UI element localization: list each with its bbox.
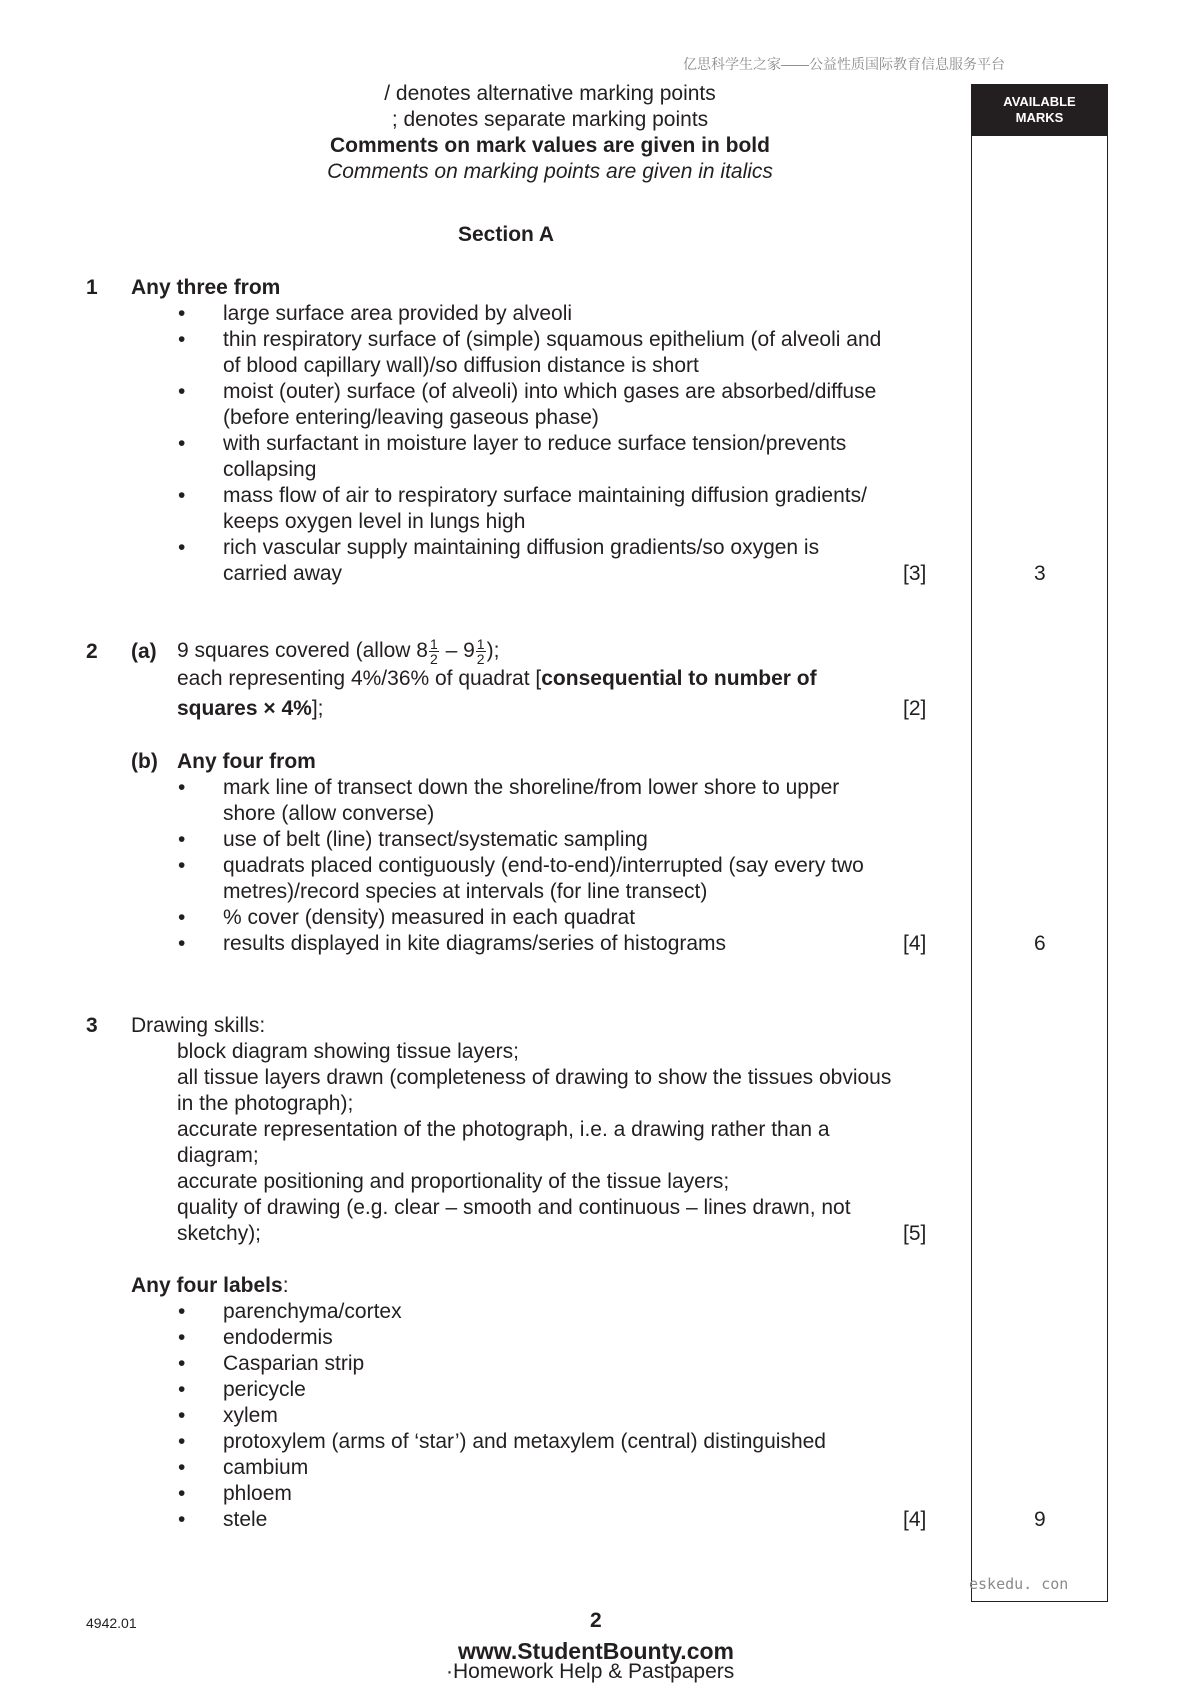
bullet: •: [178, 1404, 186, 1427]
q1-line: (before entering/leaving gaseous phase): [223, 406, 599, 429]
q1-line: with surfactant in moisture layer to reduce surface tension/prevents: [223, 432, 847, 455]
q2a-text-post: );: [486, 639, 500, 663]
q3-mark-drawing: [5]: [903, 1222, 927, 1245]
q2a-line2: [177, 666, 817, 692]
q3-line: accurate representation of the photograph, i.e. a drawing rather than a: [177, 1118, 830, 1141]
q3-label-item: xylem: [223, 1404, 278, 1427]
q3-label-item: parenchyma/cortex: [223, 1300, 402, 1323]
bullet: •: [178, 1430, 186, 1453]
q3-mark-labels: [4]: [903, 1508, 927, 1531]
q3-line: quality of drawing (e.g. clear – smooth and continuous – lines drawn, not: [177, 1196, 851, 1219]
paper-code: 4942.01: [86, 1615, 137, 1631]
q1-available-marks: 3: [1034, 562, 1046, 585]
q2a-text: ];: [311, 697, 324, 720]
q2a-label: (a): [131, 640, 157, 663]
marks-column: [971, 84, 1108, 1602]
q2b-line: mark line of transect down the shoreline/from lower shore to upper: [223, 776, 840, 799]
bullet: •: [178, 932, 186, 955]
legend-italics: Comments on marking points are given in italics: [327, 160, 773, 183]
q3-label-item: cambium: [223, 1456, 309, 1479]
q2b-line: results displayed in kite diagrams/series of histograms: [223, 932, 727, 955]
bullet: •: [178, 1456, 186, 1479]
q2b-mark: [4]: [903, 932, 927, 955]
q2b-line: use of belt (line) transect/systematic sampling: [223, 828, 648, 851]
q3-label-item: endodermis: [223, 1326, 333, 1349]
q1-intro: Any three from: [131, 276, 281, 299]
bullet: •: [178, 536, 186, 559]
legend-alternative: / denotes alternative marking points: [384, 82, 716, 105]
q3-label-item: phloem: [223, 1482, 292, 1505]
question-number: 1: [86, 276, 98, 299]
q2b-label: (b): [131, 750, 158, 773]
bullet: •: [178, 1508, 186, 1531]
fraction-half: $\frac{1}{2}$: [429, 636, 438, 667]
marks-heading-line2: MARKS: [1015, 110, 1064, 125]
question-number: 3: [86, 1014, 98, 1037]
bullet: •: [178, 1300, 186, 1323]
q1-line: of blood capillary wall)/so diffusion distance is short: [223, 354, 699, 377]
q2a-mark: [2]: [903, 697, 927, 720]
section-title: Section A: [458, 223, 555, 246]
q2a-bold-comment: squares × 4%: [177, 697, 312, 720]
bullet: •: [178, 1482, 186, 1505]
marks-heading-line1: AVAILABLE: [1003, 94, 1076, 109]
q1-line: moist (outer) surface (of alveoli) into which gases are absorbed/diffuse: [223, 380, 877, 403]
header-watermark: 亿思科学生之家——公益性质国际教育信息服务平台: [683, 56, 1005, 72]
q1-mark: [3]: [903, 562, 927, 585]
q1-line: carried away: [223, 562, 343, 585]
q1-line: mass flow of air to respiratory surface maintaining diffusion gradients/: [223, 484, 867, 507]
q3-line: diagram;: [177, 1144, 259, 1167]
q1-line: rich vascular supply maintaining diffusion gradients/so oxygen is: [223, 536, 820, 559]
marks-column-heading: [971, 84, 1108, 136]
q2a-line3: [177, 696, 324, 722]
q2a-line1: [177, 637, 499, 666]
q1-line: collapsing: [223, 458, 317, 481]
bullet: •: [178, 906, 186, 929]
q2-available-marks: 6: [1034, 932, 1046, 955]
q3-labels-intro-bold: Any four labels: [131, 1274, 283, 1297]
q2a-text: each representing 4%/36% of quadrat [: [177, 667, 542, 690]
q3-labels-intro-colon: :: [282, 1274, 289, 1297]
q3-label-item: protoxylem (arms of ‘star’) and metaxylem (central) distinguished: [223, 1430, 826, 1453]
bullet: •: [178, 828, 186, 851]
q1-line: thin respiratory surface of (simple) squamous epithelium (of alveoli and: [223, 328, 882, 351]
legend-bold: Comments on mark values are given in bold: [330, 134, 770, 157]
legend-separate: ; denotes separate marking points: [391, 108, 709, 131]
bullet: •: [178, 1378, 186, 1401]
q2a-text-mid: – 9: [439, 639, 475, 663]
logo-tagline: ·Homework Help & Pastpapers: [446, 1660, 735, 1683]
page-number: 2: [590, 1609, 602, 1632]
q3-intro: Drawing skills:: [131, 1014, 266, 1037]
q3-line: block diagram showing tissue layers;: [177, 1040, 519, 1063]
q2b-line: quadrats placed contiguously (end-to-end)/interrupted (say every two: [223, 854, 864, 877]
bullet: •: [178, 302, 186, 325]
q3-line: sketchy);: [177, 1222, 262, 1245]
bullet: •: [178, 432, 186, 455]
bullet: •: [178, 380, 186, 403]
q3-label-item: pericycle: [223, 1378, 306, 1401]
bullet: •: [178, 776, 186, 799]
bullet: •: [178, 854, 186, 877]
q3-label-item: stele: [223, 1508, 268, 1531]
question-number: 2: [86, 640, 98, 663]
q1-line: keeps oxygen level in lungs high: [223, 510, 526, 533]
side-watermark: eskedu. con: [969, 1575, 1069, 1593]
q3-available-marks: 9: [1034, 1508, 1046, 1531]
q3-labels-intro: [131, 1273, 289, 1299]
q2a-bold-comment: consequential to number of: [541, 667, 817, 690]
q2b-line: shore (allow converse): [223, 802, 435, 825]
bullet: •: [178, 328, 186, 351]
logo-url[interactable]: www.StudentBounty.com: [458, 1638, 734, 1664]
q3-line: accurate positioning and proportionality of the tissue layers;: [177, 1170, 730, 1193]
q2b-intro: Any four from: [177, 750, 316, 773]
q1-line: large surface area provided by alveoli: [223, 302, 573, 325]
fraction-half: $\frac{1}{2}$: [476, 636, 485, 667]
q2b-line: metres)/record species at intervals (for line transect): [223, 880, 708, 903]
bullet: •: [178, 1326, 186, 1349]
bullet: •: [178, 1352, 186, 1375]
q3-line: all tissue layers drawn (completeness of drawing to show the tissues obvious: [177, 1066, 892, 1089]
bullet: •: [178, 484, 186, 507]
q3-line: in the photograph);: [177, 1092, 354, 1115]
q2a-text-pre: 9 squares covered (allow 8: [177, 639, 428, 663]
q2b-line: % cover (density) measured in each quadrat: [223, 906, 636, 929]
q3-label-item: Casparian strip: [223, 1352, 365, 1375]
